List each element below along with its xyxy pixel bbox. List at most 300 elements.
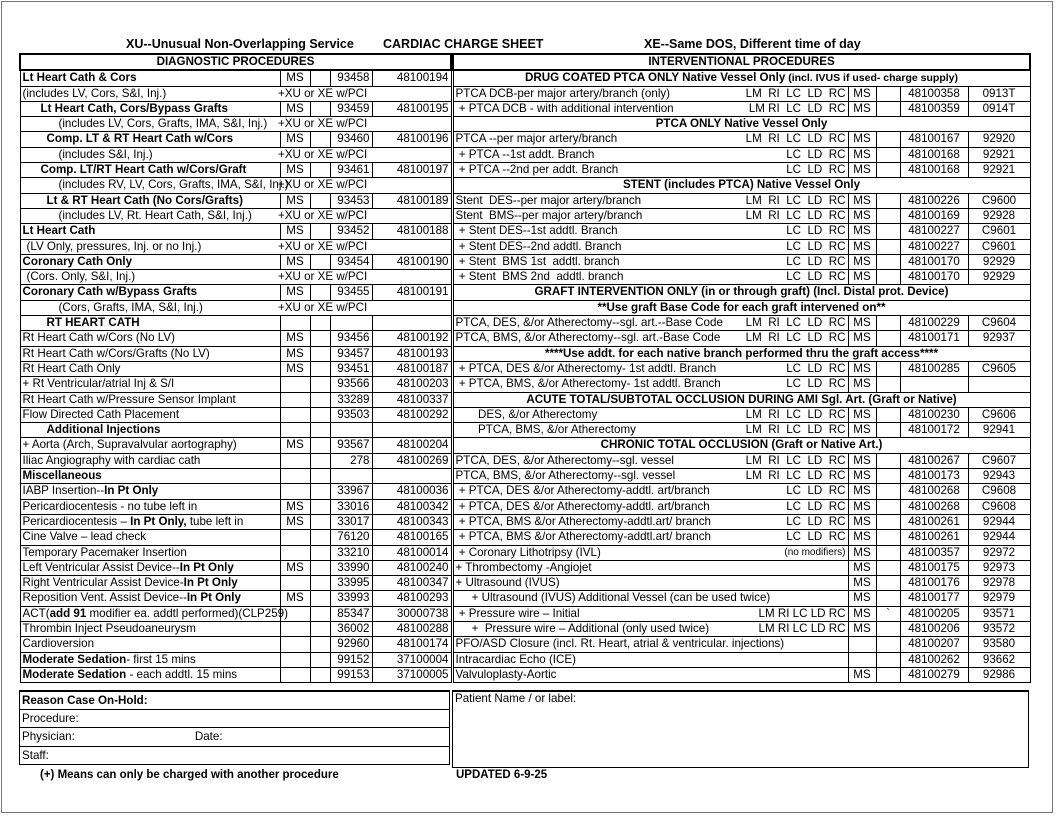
procedure-name: + PTCA --2nd per addt. Branch [453, 163, 738, 178]
ms-marker[interactable]: MS [280, 285, 310, 300]
blank-cell [876, 163, 900, 178]
blank-cell [876, 132, 900, 147]
procedure-name: Comp. LT & RT Heart Cath w/Cors [20, 132, 280, 147]
procedure-name: PTCA --per major artery/branch [453, 132, 738, 147]
header-xu-note: XU--Unusual Non-Overlapping Service [126, 37, 354, 51]
ms-marker[interactable] [280, 530, 310, 545]
cpt-code: 93453 [330, 193, 372, 208]
blank-cell [310, 193, 330, 208]
procedure-name: + Pressure wire – Initial [453, 606, 738, 621]
blank-cell [310, 652, 330, 667]
blank-cell [310, 392, 330, 407]
charge-code: 48100227 [900, 224, 968, 239]
vessel-options[interactable]: LC LD RC [738, 163, 848, 178]
blank-cell [310, 637, 330, 652]
ms-marker[interactable] [280, 392, 310, 407]
charge-code: 48100036 [372, 484, 451, 499]
ms-marker[interactable]: MS [280, 591, 310, 606]
procedure-name: PTCA, DES, &/or Atherectomy--sgl. vessel [453, 453, 738, 468]
procedure-name: Pericardiocentesis - no tube left in [20, 499, 280, 514]
ms-marker[interactable]: MS [848, 239, 876, 254]
blank-cell [310, 254, 330, 269]
diagnostic-row [20, 514, 451, 529]
blank-cell [876, 560, 900, 575]
modifier-note: +XU or XE w/PCI [278, 208, 449, 223]
cpt-code: 92944 [968, 514, 1030, 529]
blank-cell [310, 331, 330, 346]
intervention-row [453, 407, 1030, 422]
footer-plus-note: (+) Means can only be charged with another procedure [40, 769, 339, 781]
intervention-row [453, 193, 1030, 208]
diagnostic-row [20, 469, 451, 484]
intervention-row [453, 86, 1030, 101]
blank-cell [310, 70, 330, 86]
ms-marker[interactable]: MS [848, 147, 876, 162]
vessel-options[interactable]: LM RI LC LD RC [738, 86, 848, 101]
procedure-includes: (Cors, Grafts, IMA, S&I, Inj.) [20, 300, 280, 315]
procedure-name: + Coronary Lithotripsy (IVL) [453, 545, 738, 560]
ms-marker[interactable] [280, 484, 310, 499]
cpt-code: 92978 [968, 576, 1030, 591]
ms-marker[interactable]: MS [280, 331, 310, 346]
charge-code: 48100288 [372, 621, 451, 636]
ms-marker[interactable]: MS [848, 193, 876, 208]
vessel-options[interactable] [738, 652, 848, 667]
cpt-code: 93566 [330, 377, 372, 392]
blank-cell [876, 591, 900, 606]
blank-cell [876, 407, 900, 422]
procedure-name: Flow Directed Cath Placement [20, 407, 280, 422]
vessel-options[interactable]: LC LD RC [738, 270, 848, 285]
ms-marker[interactable]: MS [280, 361, 310, 376]
charge-code: 48100337 [372, 392, 451, 407]
vessel-options[interactable]: LM RI LC LD RC [738, 469, 848, 484]
cpt-code: C9601 [968, 224, 1030, 239]
interventional-procedures-table [452, 53, 1031, 683]
vessel-options[interactable]: LC LD RC [738, 239, 848, 254]
procedure-name: RT HEART CATH [20, 316, 280, 331]
ms-marker[interactable]: MS [848, 423, 876, 438]
procedure-name: + Pressure wire – Additional (only used twice) [453, 621, 738, 636]
diagnostic-row [20, 101, 451, 116]
charge-code: 48100170 [900, 270, 968, 285]
page-title: CARDIAC CHARGE SHEET [383, 37, 544, 51]
diagnostic-row [20, 560, 451, 575]
diagnostic-row [20, 285, 451, 300]
procedure-name: + PTCA, BMS &/or Atherectomy-addtl.art/ branch [453, 530, 738, 545]
diagnostic-row [20, 637, 451, 652]
procedure-name: Temporary Pacemaker Insertion [20, 545, 280, 560]
section-heading [453, 178, 1030, 193]
procedure-name: Rt Heart Cath w/Pressure Sensor Implant [20, 392, 280, 407]
ms-marker[interactable]: MS [848, 514, 876, 529]
charge-code: 48100357 [900, 545, 968, 560]
vessel-options[interactable]: LC LD RC [738, 361, 848, 376]
procedure-name: + Stent BMS 2nd addtl. branch [453, 270, 738, 285]
vessel-options[interactable]: LM RI LC LD RC [738, 316, 848, 331]
vessel-options[interactable]: LC LD RC [738, 530, 848, 545]
vessel-options[interactable] [738, 560, 848, 575]
ms-marker[interactable]: MS [280, 193, 310, 208]
ms-marker[interactable]: MS [280, 254, 310, 269]
cpt-code: 92929 [968, 270, 1030, 285]
cpt-code: 93503 [330, 407, 372, 422]
blank-cell [876, 423, 900, 438]
blank-cell [310, 101, 330, 116]
diagnostic-procedures-table [19, 53, 452, 683]
procedure-name-bold: add 91 [49, 606, 87, 620]
blank-cell [876, 514, 900, 529]
ms-marker[interactable]: MS [848, 469, 876, 484]
ms-marker[interactable]: MS [848, 484, 876, 499]
vessel-options[interactable]: LM RI LC LD RC [738, 423, 848, 438]
diagnostic-row [20, 163, 451, 178]
ms-marker[interactable] [848, 637, 876, 652]
intervention-row [453, 591, 1030, 606]
charge-code: 48100343 [372, 514, 451, 529]
ms-marker[interactable]: MS [280, 560, 310, 575]
modifier-note: +XU or XE w/PCI [278, 117, 449, 132]
procedure-name: Lt Heart Cath, Cors/Bypass Grafts [20, 101, 280, 116]
intervention-row [453, 560, 1030, 575]
ms-marker[interactable]: MS [848, 224, 876, 239]
blank-cell [310, 407, 330, 422]
intervention-row [453, 652, 1030, 667]
charge-code: 48100285 [900, 361, 968, 376]
ms-marker[interactable]: MS [848, 254, 876, 269]
blank-cell [310, 621, 330, 636]
header-xe-note: XE--Same DOS, Different time of day [644, 37, 861, 51]
procedure-name: Cardioversion [20, 637, 280, 652]
blank-cell [310, 545, 330, 560]
diagnostic-row [20, 147, 451, 162]
section-heading-note: (incl. IVUS if used- charge supply) [785, 72, 958, 85]
ms-marker[interactable] [280, 576, 310, 591]
vessel-options[interactable]: LM RI LC LD RC [738, 132, 848, 147]
procedure-name: PTCA, BMS, &/or Atherectomy--sgl. art.-Base Code [453, 331, 738, 346]
blank-cell [876, 545, 900, 560]
procedure-name: + PTCA, DES &/or Atherectomy-addtl. art/branch [453, 499, 738, 514]
blank-cell [876, 530, 900, 545]
section-note-row [453, 346, 1030, 361]
cpt-code: 93662 [968, 652, 1030, 667]
reason-on-hold-field[interactable]: Reason Case On-Hold: [20, 691, 450, 710]
procedure-name: Lt Heart Cath & Cors [20, 70, 280, 86]
cpt-code: 92941 [968, 423, 1030, 438]
blank-cell [876, 576, 900, 591]
ms-marker[interactable]: MS [848, 453, 876, 468]
blank-cell [876, 224, 900, 239]
ms-marker[interactable] [280, 453, 310, 468]
diagnostic-row [20, 652, 451, 667]
vessel-options[interactable] [738, 576, 848, 591]
procedure-name [20, 606, 288, 621]
ms-marker[interactable]: MS [848, 576, 876, 591]
intervention-row [453, 132, 1030, 147]
procedure-name: + PTCA --1st addt. Branch [453, 147, 738, 162]
vessel-options[interactable]: LC LD RC [738, 514, 848, 529]
cpt-code: 33210 [330, 545, 372, 560]
ms-marker[interactable]: MS [848, 132, 876, 147]
section-heading-text: CHRONIC TOTAL OCCLUSION (Graft or Native Art.) [600, 438, 883, 452]
procedure-name: + Rt Ventricular/atrial Inj & S/I [20, 377, 280, 392]
patient-name-field[interactable]: Patient Name / or label: [453, 691, 1029, 768]
charge-code: 48100172 [900, 423, 968, 438]
charge-code: 48100192 [372, 331, 451, 346]
vessel-options[interactable]: LC LD RC [738, 224, 848, 239]
ms-marker[interactable] [280, 469, 310, 484]
diagnostic-row [20, 576, 451, 591]
blank-cell [876, 484, 900, 499]
diagnostic-row [20, 117, 451, 132]
charge-code: 48100240 [372, 560, 451, 575]
cpt-code: 92920 [968, 132, 1030, 147]
procedure-includes: (includes S&I, Inj.) [20, 147, 280, 162]
blank-cell [310, 606, 330, 621]
section-heading-text: ****Use addt. for each native branch performed thru the graft access**** [544, 346, 939, 360]
procedure-name: DES, &/or Atherectomy [453, 407, 738, 422]
diagnostic-row [20, 132, 451, 147]
procedure-field[interactable]: Procedure: [20, 710, 450, 728]
ms-marker[interactable]: MS [280, 346, 310, 361]
cpt-code [330, 469, 372, 484]
ms-marker[interactable]: MS [848, 606, 876, 621]
blank-cell [876, 637, 900, 652]
ms-marker[interactable]: MS [848, 316, 876, 331]
blank-cell [310, 469, 330, 484]
cpt-code: C9601 [968, 239, 1030, 254]
procedure-name-bold: In Pt Only [179, 560, 234, 574]
charge-code [900, 377, 968, 392]
ms-marker[interactable]: MS [280, 438, 310, 453]
cpt-code: 33967 [330, 484, 372, 499]
charge-code: 37100004 [372, 652, 451, 667]
ms-marker[interactable]: MS [848, 86, 876, 101]
vessel-options[interactable]: LM RI LC LD RC [738, 101, 848, 116]
procedure-name: Thrombin Inject Pseudoaneurysm [20, 621, 280, 636]
section-heading-row [453, 285, 1030, 300]
blank-cell [310, 132, 330, 147]
procedure-name-head: Reposition Vent. Assist Device-- [22, 591, 187, 605]
ms-marker[interactable] [280, 407, 310, 422]
intervention-row [453, 621, 1030, 636]
vessel-options[interactable]: (no modifiers) [738, 545, 848, 560]
vessel-options[interactable]: LC LD RC [738, 377, 848, 392]
modifier-note: +XU or XE w/PCI [278, 300, 449, 315]
vessel-options[interactable]: LM RI LC LD RC [738, 621, 848, 636]
procedure-name: Iliac Angiography with cardiac cath [20, 453, 280, 468]
ms-marker[interactable]: MS [848, 530, 876, 545]
staff-field[interactable]: Staff: [20, 746, 450, 764]
ms-marker[interactable]: MS [848, 208, 876, 223]
blank-cell [310, 499, 330, 514]
charge-code: 48100279 [900, 667, 968, 682]
diagnostic-row [20, 300, 451, 315]
procedure-name: Rt Heart Cath w/Cors (No LV) [20, 331, 280, 346]
procedure-name: + PTCA, DES &/or Atherectomy-addtl. art/branch [453, 484, 738, 499]
procedure-name: Comp. LT/RT Heart Cath w/Cors/Graft [20, 163, 280, 178]
blank-cell [876, 469, 900, 484]
vessel-options[interactable]: LM RI LC LD RC [738, 453, 848, 468]
charge-code: 48100203 [372, 377, 451, 392]
blank-cell [310, 514, 330, 529]
section-heading [453, 70, 1030, 86]
cpt-code: 92921 [968, 147, 1030, 162]
procedure-name [20, 667, 280, 682]
procedure-name: Lt & RT Heart Cath (No Cors/Grafts) [20, 193, 280, 208]
blank-cell [310, 224, 330, 239]
charge-code: 48100292 [372, 407, 451, 422]
ms-marker[interactable] [280, 667, 310, 682]
ms-marker[interactable]: MS [280, 101, 310, 116]
ms-marker[interactable] [280, 637, 310, 652]
vessel-options[interactable]: LM RI LC LD RC [738, 407, 848, 422]
procedure-includes: (includes LV, Rt. Heart Cath, S&I, Inj.) [20, 208, 280, 223]
cpt-code: 93461 [330, 163, 372, 178]
blank-cell [310, 484, 330, 499]
vessel-options[interactable] [738, 667, 848, 682]
blank-cell [876, 239, 900, 254]
procedure-name-bold: In Pt Only [186, 591, 241, 605]
charge-code: 48100169 [900, 208, 968, 223]
diagnostic-row [20, 361, 451, 376]
charge-code: 30000738 [372, 606, 451, 621]
modifier-note: +XU or XE w/PCI [278, 178, 449, 193]
intervention-row [453, 637, 1030, 652]
ms-marker[interactable] [848, 652, 876, 667]
charge-code: 48100204 [372, 438, 451, 453]
date-label: Date: [194, 730, 223, 744]
ms-marker[interactable]: MS [280, 70, 310, 86]
vessel-options[interactable]: LM RI LC LD RC [738, 208, 848, 223]
procedure-name: PTCA, BMS, &/or Atherectomy--sgl. vessel [453, 469, 738, 484]
charge-code: 48100342 [372, 499, 451, 514]
ms-marker[interactable]: MS [848, 270, 876, 285]
procedure-name: + Aorta (Arch, Supravalvular aortography) [20, 438, 280, 453]
diagnostic-row [20, 86, 451, 101]
section-heading [453, 117, 1030, 132]
charge-code: 48100229 [900, 316, 968, 331]
vessel-options[interactable]: LM RI LC LD RC [738, 193, 848, 208]
charge-code: 48100227 [900, 239, 968, 254]
charge-code: 48100207 [900, 637, 968, 652]
procedure-name: + Stent DES--2nd addtl. Branch [453, 239, 738, 254]
procedure-name-bold: In Pt Only [104, 484, 159, 498]
charge-code: 48100171 [900, 331, 968, 346]
vessel-options[interactable]: LM RI LC LD RC [738, 606, 848, 621]
ms-marker[interactable]: MS [848, 377, 876, 392]
diagnostic-row [20, 239, 451, 254]
vessel-options[interactable]: LC LD RC [738, 484, 848, 499]
intervention-row [453, 163, 1030, 178]
blank-cell [876, 208, 900, 223]
section-heading-row [453, 392, 1030, 407]
charge-code: 48100190 [372, 254, 451, 269]
ms-marker[interactable]: MS [848, 560, 876, 575]
cpt-code: 93451 [330, 361, 372, 376]
blank-cell [310, 423, 330, 438]
ms-marker[interactable]: MS [848, 331, 876, 346]
ms-marker[interactable]: MS [280, 132, 310, 147]
procedure-name: Additional Injections [20, 423, 280, 438]
diagnostic-row [20, 346, 451, 361]
diagnostic-row [20, 270, 451, 285]
blank-cell [310, 576, 330, 591]
diagnostic-row [20, 667, 451, 682]
ms-marker[interactable]: MS [280, 163, 310, 178]
blank-cell [310, 316, 330, 331]
procedure-name-head: ACT( [22, 606, 50, 620]
blank-cell [310, 591, 330, 606]
ms-marker[interactable]: MS [280, 514, 310, 529]
cpt-code: C9605 [968, 361, 1030, 376]
ms-marker[interactable]: MS [848, 163, 876, 178]
intervention-row [453, 576, 1030, 591]
ms-marker[interactable]: MS [848, 101, 876, 116]
charge-code: 48100168 [900, 163, 968, 178]
procedure-name: Coronary Cath w/Bypass Grafts [20, 285, 280, 300]
ms-marker[interactable] [280, 545, 310, 560]
procedure-name-head: Right Ventricular Assist Device- [22, 576, 184, 590]
vessel-options[interactable]: LC LD RC [738, 499, 848, 514]
ms-marker[interactable]: MS [848, 545, 876, 560]
ms-marker[interactable]: MS [848, 621, 876, 636]
ms-marker[interactable] [280, 316, 310, 331]
vessel-options[interactable]: LC LD RC [738, 147, 848, 162]
ms-marker[interactable] [280, 652, 310, 667]
ms-marker[interactable] [280, 423, 310, 438]
intervention-row [453, 361, 1030, 376]
ms-marker[interactable]: MS [280, 224, 310, 239]
vessel-options[interactable]: LM RI LC LD RC [738, 331, 848, 346]
section-heading-row [453, 438, 1030, 453]
ms-marker[interactable]: MS [848, 667, 876, 682]
blank-cell [876, 361, 900, 376]
blank-cell: ` [876, 606, 900, 621]
patient-label-table [452, 690, 1029, 768]
procedure-name: PTCA, DES, &/or Atherectomy--sgl. art.--Base Code [453, 316, 738, 331]
ms-marker[interactable] [280, 377, 310, 392]
cpt-code [330, 423, 372, 438]
diagnostic-row [20, 208, 451, 223]
blank-cell [876, 101, 900, 116]
blank-cell [876, 499, 900, 514]
cpt-code: 85347 [330, 606, 372, 621]
ms-marker[interactable]: MS [280, 499, 310, 514]
modifier-note: +XU or XE w/PCI [278, 239, 449, 254]
cpt-code: 33017 [330, 514, 372, 529]
ms-marker[interactable]: MS [848, 591, 876, 606]
ms-marker[interactable] [280, 621, 310, 636]
cpt-code: 93567 [330, 438, 372, 453]
charge-code: 48100170 [900, 254, 968, 269]
charge-code: 48100173 [900, 469, 968, 484]
intervention-row [453, 667, 1030, 682]
procedure-name: PTCA DCB-per major artery/branch (only) [453, 86, 738, 101]
cpt-code: C9607 [968, 453, 1030, 468]
ms-marker[interactable]: MS [848, 499, 876, 514]
cpt-code: 93571 [968, 606, 1030, 621]
charge-code [372, 469, 451, 484]
vessel-options[interactable]: LC LD RC [738, 254, 848, 269]
intervention-row [453, 270, 1030, 285]
ms-marker[interactable]: MS [848, 407, 876, 422]
cpt-code: 33289 [330, 392, 372, 407]
ms-marker[interactable]: MS [848, 361, 876, 376]
procedure-name: Lt Heart Cath [20, 224, 280, 239]
section-heading-text: DRUG COATED PTCA ONLY Native Vessel Only [525, 71, 786, 85]
physician-field[interactable] [20, 728, 450, 746]
